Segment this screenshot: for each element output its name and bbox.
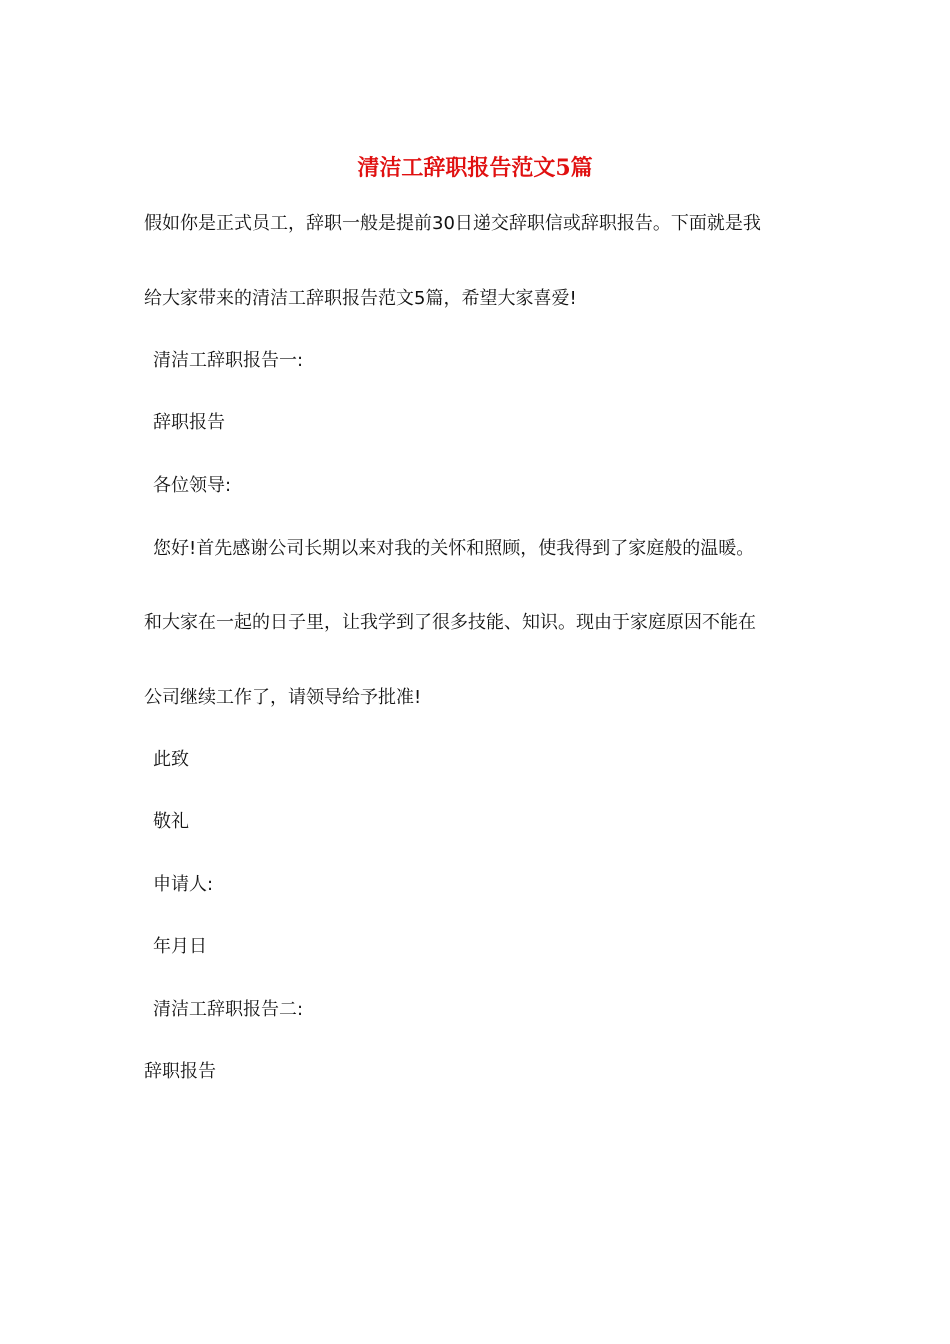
- section-1-applicant: 申请人:: [153, 874, 214, 895]
- document-title: 清洁工辞职报告范文5篇: [357, 155, 593, 181]
- intro-line-2: 给大家带来的清洁工辞职报告范文5篇，希望大家喜爱!: [144, 288, 577, 309]
- section-1-body-line-3: 公司继续工作了，请领导给予批准!: [144, 687, 422, 708]
- section-1-closing-2: 敬礼: [153, 811, 189, 832]
- section-1-date: 年月日: [153, 936, 207, 957]
- section-1-salutation: 各位领导:: [153, 475, 232, 496]
- section-2-heading: 清洁工辞职报告二:: [153, 999, 304, 1020]
- section-2-title: 辞职报告: [144, 1061, 216, 1082]
- section-1-title: 辞职报告: [153, 412, 225, 433]
- section-1-body-line-2: 和大家在一起的日子里，让我学到了很多技能、知识。现由于家庭原因不能在: [144, 612, 756, 633]
- section-1-heading: 清洁工辞职报告一:: [153, 350, 304, 371]
- intro-line-1: 假如你是正式员工，辞职一般是提前30日递交辞职信或辞职报告。下面就是我: [144, 213, 761, 234]
- section-1-body-line-1: 您好!首先感谢公司长期以来对我的关怀和照顾，使我得到了家庭般的温暖。: [153, 538, 755, 559]
- section-1-closing-1: 此致: [153, 749, 189, 770]
